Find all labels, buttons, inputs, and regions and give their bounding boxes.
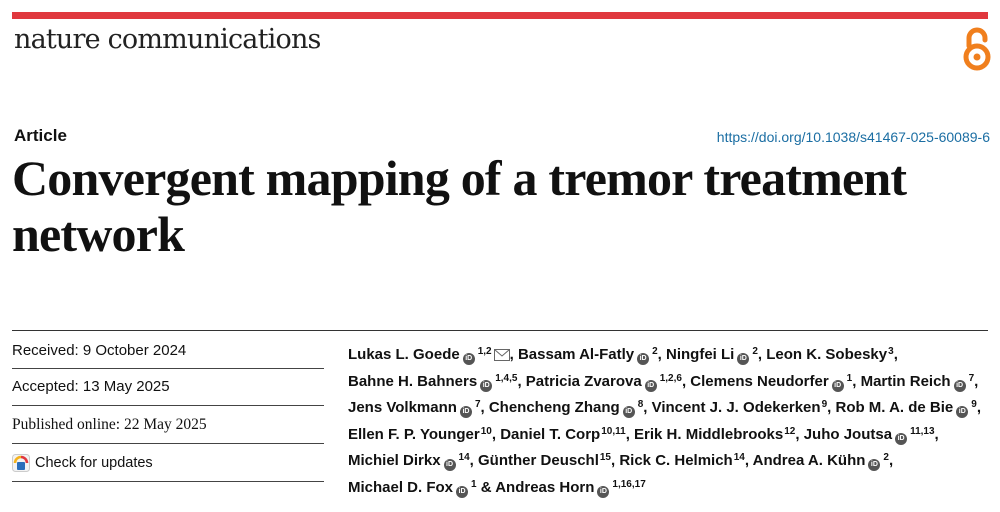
author-name[interactable]: Ningfei Li xyxy=(666,346,735,363)
meta-divider xyxy=(12,368,324,369)
author-affiliation: 1,2,6 xyxy=(659,372,682,384)
author-item xyxy=(861,373,975,390)
author-affiliation: 9 xyxy=(971,399,977,410)
top-accent-bar xyxy=(12,12,988,19)
check-for-updates-icon xyxy=(12,454,30,472)
mail-icon[interactable] xyxy=(494,349,510,361)
author-name[interactable]: Ellen F. P. Younger xyxy=(348,425,480,443)
author-name[interactable]: Lukas L. Goede xyxy=(348,346,460,363)
author-item xyxy=(348,399,481,416)
orcid-icon[interactable]: iD xyxy=(645,380,657,392)
title-line-1: Convergent mapping of a tremor treatment xyxy=(12,150,907,206)
title-line-2: network xyxy=(12,206,185,262)
author-affiliation: 14 xyxy=(733,452,745,463)
author-name[interactable]: Juho Joutsa xyxy=(803,425,893,443)
author-item xyxy=(489,399,643,416)
orcid-icon[interactable]: iD xyxy=(895,433,907,445)
author-item xyxy=(348,479,477,496)
author-affiliation: 2 xyxy=(752,346,758,357)
author-affiliation: 1,4,5 xyxy=(495,372,518,384)
orcid-icon[interactable]: iD xyxy=(480,380,492,392)
author-affiliation: 7 xyxy=(474,399,481,410)
orcid-icon[interactable]: iD xyxy=(868,459,880,471)
author-item xyxy=(348,346,510,363)
author-name[interactable]: Vincent J. J. Odekerken xyxy=(651,399,821,416)
check-for-updates-button[interactable] xyxy=(12,454,324,472)
orcid-icon[interactable]: iD xyxy=(597,486,609,498)
author-item xyxy=(348,426,492,443)
author-affiliation: 3 xyxy=(888,346,894,357)
section-divider xyxy=(12,330,988,331)
author-name[interactable]: Michael D. Fox xyxy=(348,478,454,496)
orcid-icon[interactable]: iD xyxy=(956,406,968,418)
article-title xyxy=(12,150,992,262)
orcid-icon[interactable]: iD xyxy=(460,406,472,418)
author-item xyxy=(766,346,893,363)
received-date: Received: 9 October 2024 xyxy=(12,342,187,359)
author-affiliation: 1,2 xyxy=(477,346,492,357)
author-affiliation: 1 xyxy=(471,478,477,490)
orcid-icon[interactable]: iD xyxy=(832,380,844,392)
author-item xyxy=(634,426,795,443)
author-name[interactable]: Rick C. Helmich xyxy=(619,452,733,469)
author-name[interactable]: Leon K. Sobesky xyxy=(766,346,888,363)
author-name[interactable]: Rob M. A. de Bie xyxy=(835,399,954,416)
author-affiliation: 10 xyxy=(480,425,492,437)
meta-divider xyxy=(12,405,324,406)
author-name[interactable]: Martin Reich xyxy=(860,372,951,390)
author-name[interactable]: Clemens Neudorfer xyxy=(690,372,829,390)
author-item xyxy=(666,346,758,363)
author-affiliation: 9 xyxy=(821,399,828,410)
accepted-date: Accepted: 13 May 2025 xyxy=(12,378,170,395)
meta-divider xyxy=(12,481,324,482)
author-item xyxy=(804,426,935,443)
orcid-icon[interactable]: iD xyxy=(444,459,456,471)
author-name[interactable]: Andrea A. Kühn xyxy=(752,452,866,469)
check-for-updates-label: Check for updates xyxy=(35,455,153,471)
author-affiliation: 10,11 xyxy=(601,425,626,437)
author-item xyxy=(348,373,517,390)
author-name[interactable]: Andreas Horn xyxy=(495,478,595,496)
author-item xyxy=(690,373,852,390)
author-affiliation: 2 xyxy=(652,346,658,357)
author-affiliation: 12 xyxy=(784,425,796,437)
orcid-icon[interactable]: iD xyxy=(637,353,649,365)
author-name[interactable]: Günther Deuschl xyxy=(478,452,599,469)
author-name[interactable]: Jens Volkmann xyxy=(348,399,457,416)
author-name[interactable]: Bahne H. Bahners xyxy=(348,372,478,390)
author-item xyxy=(500,426,626,443)
author-item xyxy=(835,399,976,416)
author-item xyxy=(753,452,889,469)
orcid-icon[interactable]: iD xyxy=(463,353,475,365)
author-affiliation: 1,16,17 xyxy=(612,478,646,490)
author-item xyxy=(478,452,611,469)
author-affiliation: 8 xyxy=(637,399,644,410)
orcid-icon[interactable]: iD xyxy=(456,486,468,498)
author-affiliation: 2 xyxy=(883,452,889,463)
author-affiliation: 14 xyxy=(458,452,470,463)
orcid-icon[interactable]: iD xyxy=(623,406,635,418)
author-item xyxy=(526,373,682,390)
orcid-icon[interactable]: iD xyxy=(954,380,966,392)
author-affiliation: 7 xyxy=(968,372,975,384)
author-name[interactable]: Chencheng Zhang xyxy=(488,399,620,416)
author-list: Lukas L. Goede iD$^{1,2}$ , Bassam Al-Fatly iD$^2$, Ningfei Li iD$^2$, Leon K. Sobesky$^3$, Bahne H. Bahners iD$^{1,4,5}$, Patricia Zvarova iD$^{1,2,6}$, Clemens Neudorfer iD$^1$, Martin Reich iD$^7$, Jens Volkmann iD$^7$, Chencheng Zhang iD$^8$, Vincent J. J. Odekerken$^9$, Rob M. A. de Bie iD$^9$, Ellen F. P. Younger$^{10}$, Daniel T. Corp$^{10,11}$, Erik H. Middlebrooks$^{12}$, Juho Joutsa iD$^{11,13}$, Michiel Dirkx iD$^{14}$, Günther Deuschl$^{15}$, Rick C. Helmich$^{14}$, Andrea A. Kühn iD$^2$, Michael D. Fox iD$^1$ & Andreas Horn iD$^{1,16,17}$ xyxy=(348,346,981,496)
author-affiliation: 15 xyxy=(599,452,611,463)
author-name[interactable]: Daniel T. Corp xyxy=(500,425,601,443)
author-name[interactable]: Erik H. Middlebrooks xyxy=(634,425,784,443)
author-name[interactable]: Michiel Dirkx xyxy=(348,452,441,469)
meta-divider xyxy=(12,443,324,444)
doi-link[interactable]: https://doi.org/10.1038/s41467-025-60089-6 xyxy=(716,129,990,145)
author-item xyxy=(495,479,646,496)
journal-name: nature communications xyxy=(14,24,321,55)
author-item xyxy=(652,399,828,416)
orcid-icon[interactable]: iD xyxy=(737,353,749,365)
author-item xyxy=(619,452,745,469)
open-access-icon[interactable] xyxy=(960,26,994,72)
author-name[interactable]: Patricia Zvarova xyxy=(525,372,642,390)
author-name[interactable]: Bassam Al-Fatly xyxy=(517,346,635,363)
author-item xyxy=(348,452,470,469)
author-affiliation: 1 xyxy=(846,372,853,384)
published-date: Published online: 22 May 2025 xyxy=(12,416,207,433)
author-affiliation: 11,13 xyxy=(910,425,935,437)
article-type: Article xyxy=(14,126,67,145)
author-item xyxy=(518,346,658,363)
